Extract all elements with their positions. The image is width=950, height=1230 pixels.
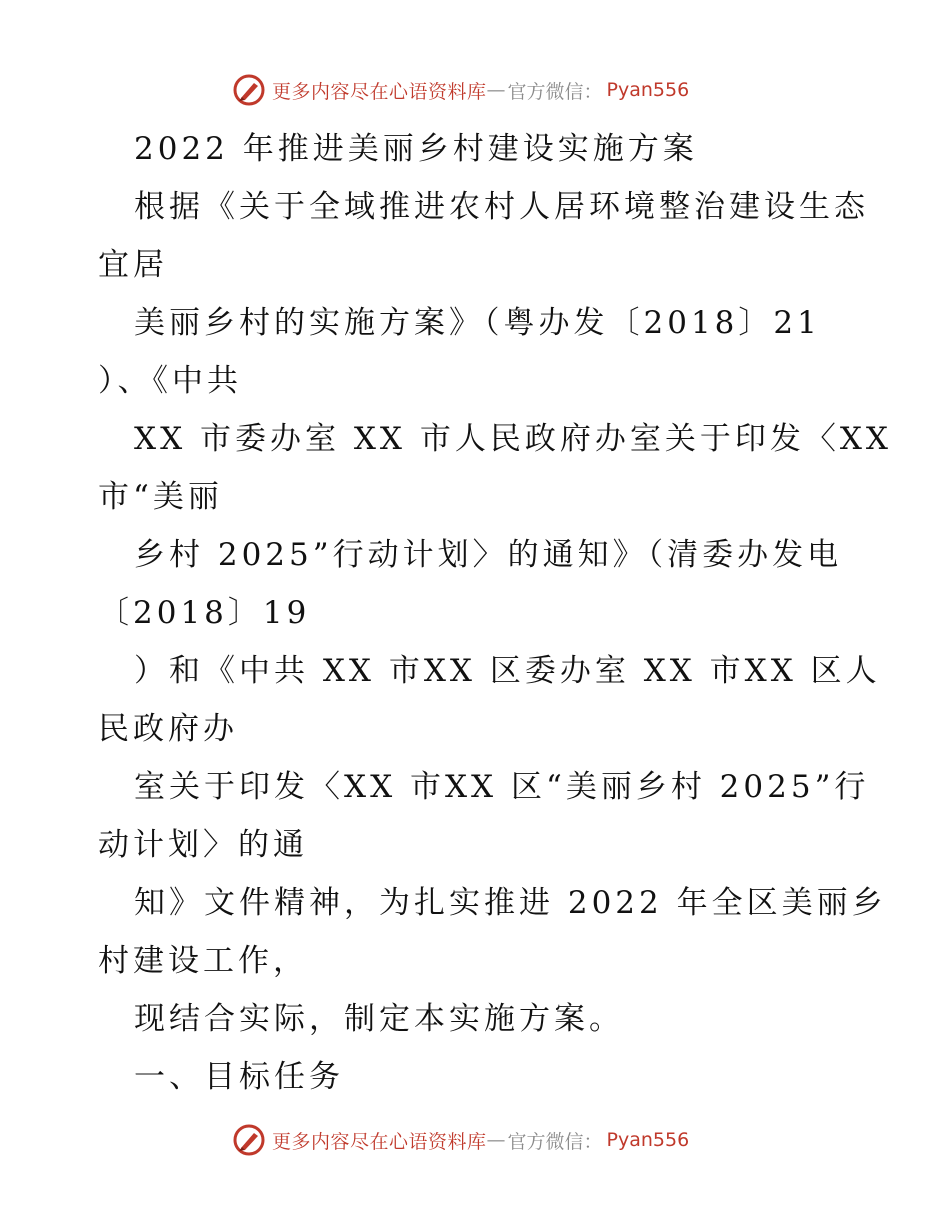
paragraph-line: 市“美丽 [98, 479, 223, 515]
paragraph-line: 〔2018〕19 [98, 595, 311, 631]
paragraph-line: ）和《中共 XX 市XX 区委办室 XX 市XX 区人 [134, 653, 881, 689]
document-body [98, 120, 892, 1106]
paragraph-line: 乡村 2025”行动计划〉的通知》（清委办发电 [134, 537, 843, 573]
header-watermark-banner [232, 72, 732, 108]
paragraph-line: 民政府办 [98, 711, 238, 747]
paragraph-line: 一、目标任务 [134, 1059, 344, 1095]
paragraph-line: 动计划〉的通 [98, 827, 308, 863]
banner-label: 官方微信： [507, 1130, 603, 1153]
paragraph-line: 室关于印发〈XX 市XX 区“美丽乡村 2025”行 [134, 769, 870, 805]
banner-id: Pyan556 [606, 79, 690, 101]
paragraph-line: 村建设工作， [98, 943, 308, 979]
banner-dash: — [486, 1129, 506, 1151]
footer-watermark-banner [232, 1122, 732, 1158]
paragraph-line: XX 市委办室 XX 市人民政府办室关于印发〈XX [134, 421, 892, 457]
banner-label: 官方微信： [507, 80, 603, 103]
paragraph-line: 现结合实际，制定本实施方案。 [134, 1001, 624, 1037]
pen-logo-icon [232, 73, 266, 107]
paragraph-line: ）、《中共 [98, 363, 242, 399]
banner-text: 更多内容尽在心语资料库 [272, 80, 487, 103]
paragraph-line: 2022 年推进美丽乡村建设实施方案 [134, 131, 698, 167]
paragraph-line: 美丽乡村的实施方案》（粤办发〔2018〕21 [134, 305, 821, 341]
banner-id: Pyan556 [606, 1129, 690, 1151]
paragraph-line: 知》文件精神，为扎实推进 2022 年全区美丽乡 [134, 885, 887, 921]
pen-logo-icon [232, 1123, 266, 1157]
paragraph-line: 根据《关于全域推进农村人居环境整治建设生态 [134, 189, 869, 225]
banner-text: 更多内容尽在心语资料库 [272, 1130, 487, 1153]
paragraph-line: 宜居 [98, 247, 168, 283]
banner-dash: — [486, 79, 506, 101]
